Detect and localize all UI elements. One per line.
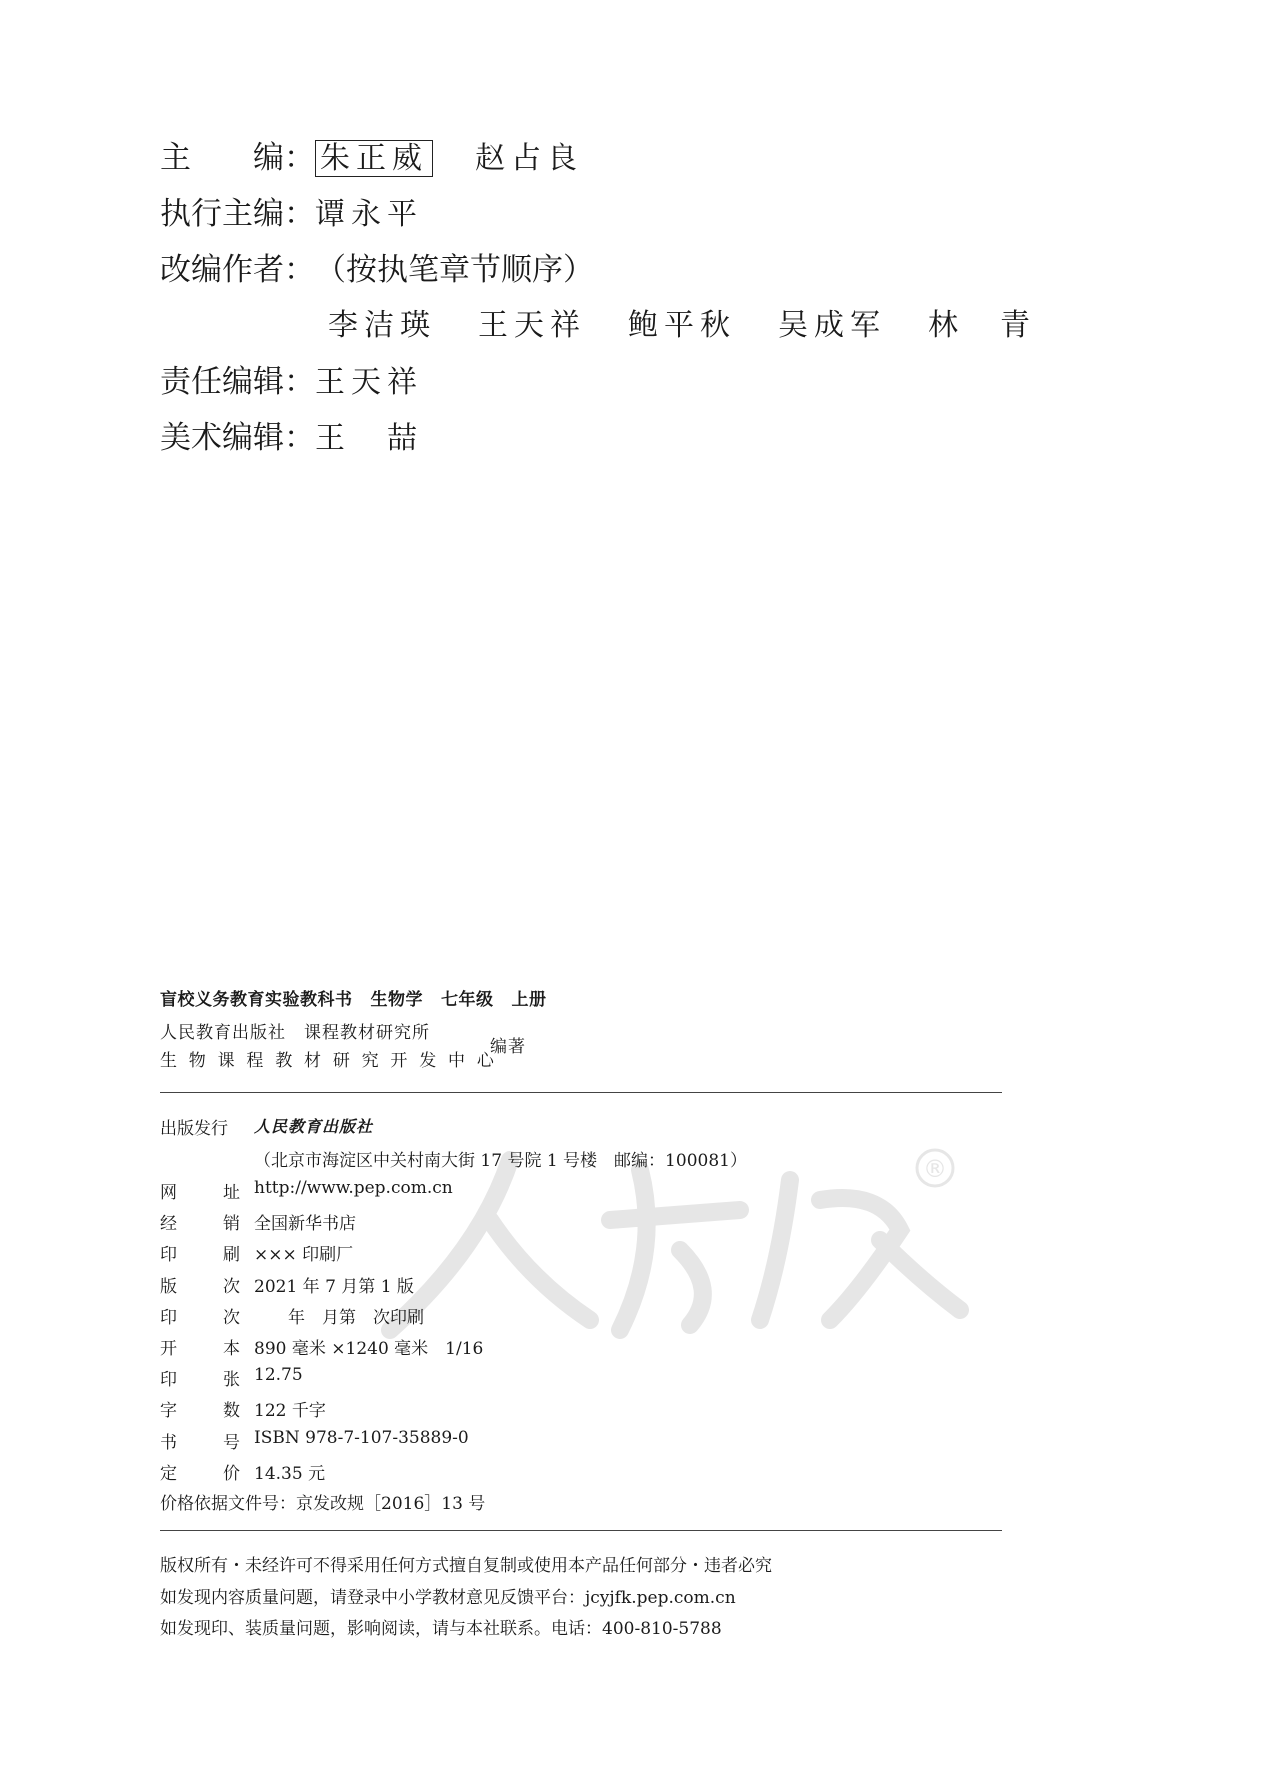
price-basis: 价格依据文件号：京发改规［2016］13 号 bbox=[160, 1494, 486, 1514]
copyright-notice: 版权所有・未经许可不得采用任何方式擅自复制或使用本产品任何部分・违者必究 bbox=[160, 1556, 772, 1576]
editor-role: 编著 bbox=[490, 1037, 526, 1057]
info-key bbox=[160, 1396, 240, 1421]
info-key bbox=[160, 1240, 240, 1265]
info-key-char-1: 字 bbox=[160, 1401, 177, 1422]
publisher-label: 出版发行 bbox=[160, 1119, 228, 1139]
exec-editor-row bbox=[160, 194, 423, 235]
print-quality-notice: 如发现印、装质量问题，影响阅读，请与本社联系。电话：400-810-5788 bbox=[160, 1619, 722, 1639]
info-value: 890 毫米 ×1240 毫米 1/16 bbox=[254, 1339, 484, 1359]
resp-editor-label: 责任编辑： bbox=[160, 364, 315, 400]
art-editor-row bbox=[160, 418, 423, 459]
info-key-char-2: 本 bbox=[223, 1339, 240, 1359]
chief-editor-label: 主 编： bbox=[160, 140, 315, 176]
info-key bbox=[160, 1178, 240, 1203]
info-key bbox=[160, 1365, 240, 1390]
adapt-author-1: 李洁瑛 bbox=[328, 308, 436, 343]
chief-editor-row bbox=[160, 138, 583, 179]
resp-editor-row bbox=[160, 362, 423, 403]
series-subject: 生物学 bbox=[370, 990, 423, 1010]
adapt-author-5: 林 青 bbox=[928, 308, 1036, 343]
info-key-char-2: 价 bbox=[223, 1463, 240, 1484]
info-value[interactable]: http://www.pep.com.cn bbox=[254, 1178, 453, 1198]
adapt-note: （按执笔章节顺序） bbox=[315, 252, 594, 288]
info-key-char-1: 定 bbox=[160, 1463, 177, 1484]
publisher-address: （北京市海淀区中关村南大街 17 号院 1 号楼 邮编：100081） bbox=[254, 1151, 747, 1171]
info-key-char-2: 号 bbox=[223, 1432, 240, 1453]
info-key-char-2: 次 bbox=[223, 1307, 240, 1328]
editor-institute-1: 人民教育出版社 课程教材研究所 bbox=[160, 1023, 430, 1043]
exec-editor: 谭永平 bbox=[315, 197, 423, 232]
info-key-char-1: 开 bbox=[160, 1339, 177, 1359]
publisher-logo: 人民教育出版社 bbox=[254, 1117, 374, 1136]
info-value: 14.35 元 bbox=[254, 1463, 326, 1484]
info-key bbox=[160, 1334, 240, 1359]
info-value: 年 月第 次印刷 bbox=[254, 1307, 424, 1328]
art-editor-label: 美术编辑： bbox=[160, 420, 315, 456]
info-value: ××× 印刷厂 bbox=[254, 1245, 354, 1266]
info-key bbox=[160, 1209, 240, 1234]
adapt-author-2: 王天祥 bbox=[478, 308, 586, 343]
info-value: 全国新华书店 bbox=[254, 1214, 356, 1235]
info-key-char-1: 网 bbox=[160, 1183, 177, 1203]
series-volume: 上册 bbox=[511, 990, 547, 1010]
series-grade: 七年级 bbox=[441, 990, 494, 1010]
art-editor: 王 喆 bbox=[315, 421, 423, 456]
info-key-char-1: 印 bbox=[160, 1307, 177, 1328]
info-key-char-2: 刷 bbox=[223, 1245, 240, 1266]
info-key-char-2: 址 bbox=[223, 1183, 240, 1203]
info-key-char-2: 次 bbox=[223, 1276, 240, 1297]
info-key-char-1: 印 bbox=[160, 1245, 177, 1266]
chief-editor-2: 赵占良 bbox=[475, 141, 583, 176]
series-name: 盲校义务教育实验教科书 bbox=[160, 990, 353, 1010]
info-key-char-1: 书 bbox=[160, 1432, 177, 1453]
info-key bbox=[160, 1303, 240, 1328]
adapt-authors-list bbox=[328, 306, 1036, 346]
info-key-char-2: 张 bbox=[223, 1370, 240, 1391]
adapt-label: 改编作者： bbox=[160, 252, 315, 288]
info-value: 12.75 bbox=[254, 1365, 303, 1386]
info-value: 2021 年 7 月第 1 版 bbox=[254, 1276, 414, 1297]
info-key bbox=[160, 1459, 240, 1484]
adapt-author-4: 吴成军 bbox=[778, 308, 886, 343]
registered-mark: ® bbox=[923, 1155, 947, 1183]
adapt-authors-row bbox=[160, 250, 594, 291]
info-key bbox=[160, 1428, 240, 1453]
editor-institute-2: 生 物 课 程 教 材 研 究 开 发 中 心 bbox=[160, 1051, 498, 1071]
info-key-char-2: 销 bbox=[223, 1214, 240, 1235]
info-value: 122 千字 bbox=[254, 1401, 326, 1422]
divider-bottom bbox=[160, 1530, 1002, 1531]
info-key bbox=[160, 1272, 240, 1297]
exec-editor-label: 执行主编： bbox=[160, 196, 315, 232]
resp-editor: 王天祥 bbox=[315, 365, 423, 400]
info-value: ISBN 978-7-107-35889-0 bbox=[254, 1427, 469, 1448]
chief-editor-1: 朱正威 bbox=[315, 140, 433, 177]
series-title bbox=[160, 985, 565, 1010]
info-key-char-2: 数 bbox=[223, 1401, 240, 1422]
divider-top bbox=[160, 1092, 1002, 1093]
info-key-char-1: 版 bbox=[160, 1276, 177, 1297]
feedback-notice: 如发现内容质量问题，请登录中小学教材意见反馈平台：jcyjfk.pep.com.cn bbox=[160, 1588, 736, 1608]
adapt-author-3: 鲍平秋 bbox=[628, 308, 736, 343]
info-key-char-1: 经 bbox=[160, 1214, 177, 1235]
info-key-char-1: 印 bbox=[160, 1370, 177, 1391]
